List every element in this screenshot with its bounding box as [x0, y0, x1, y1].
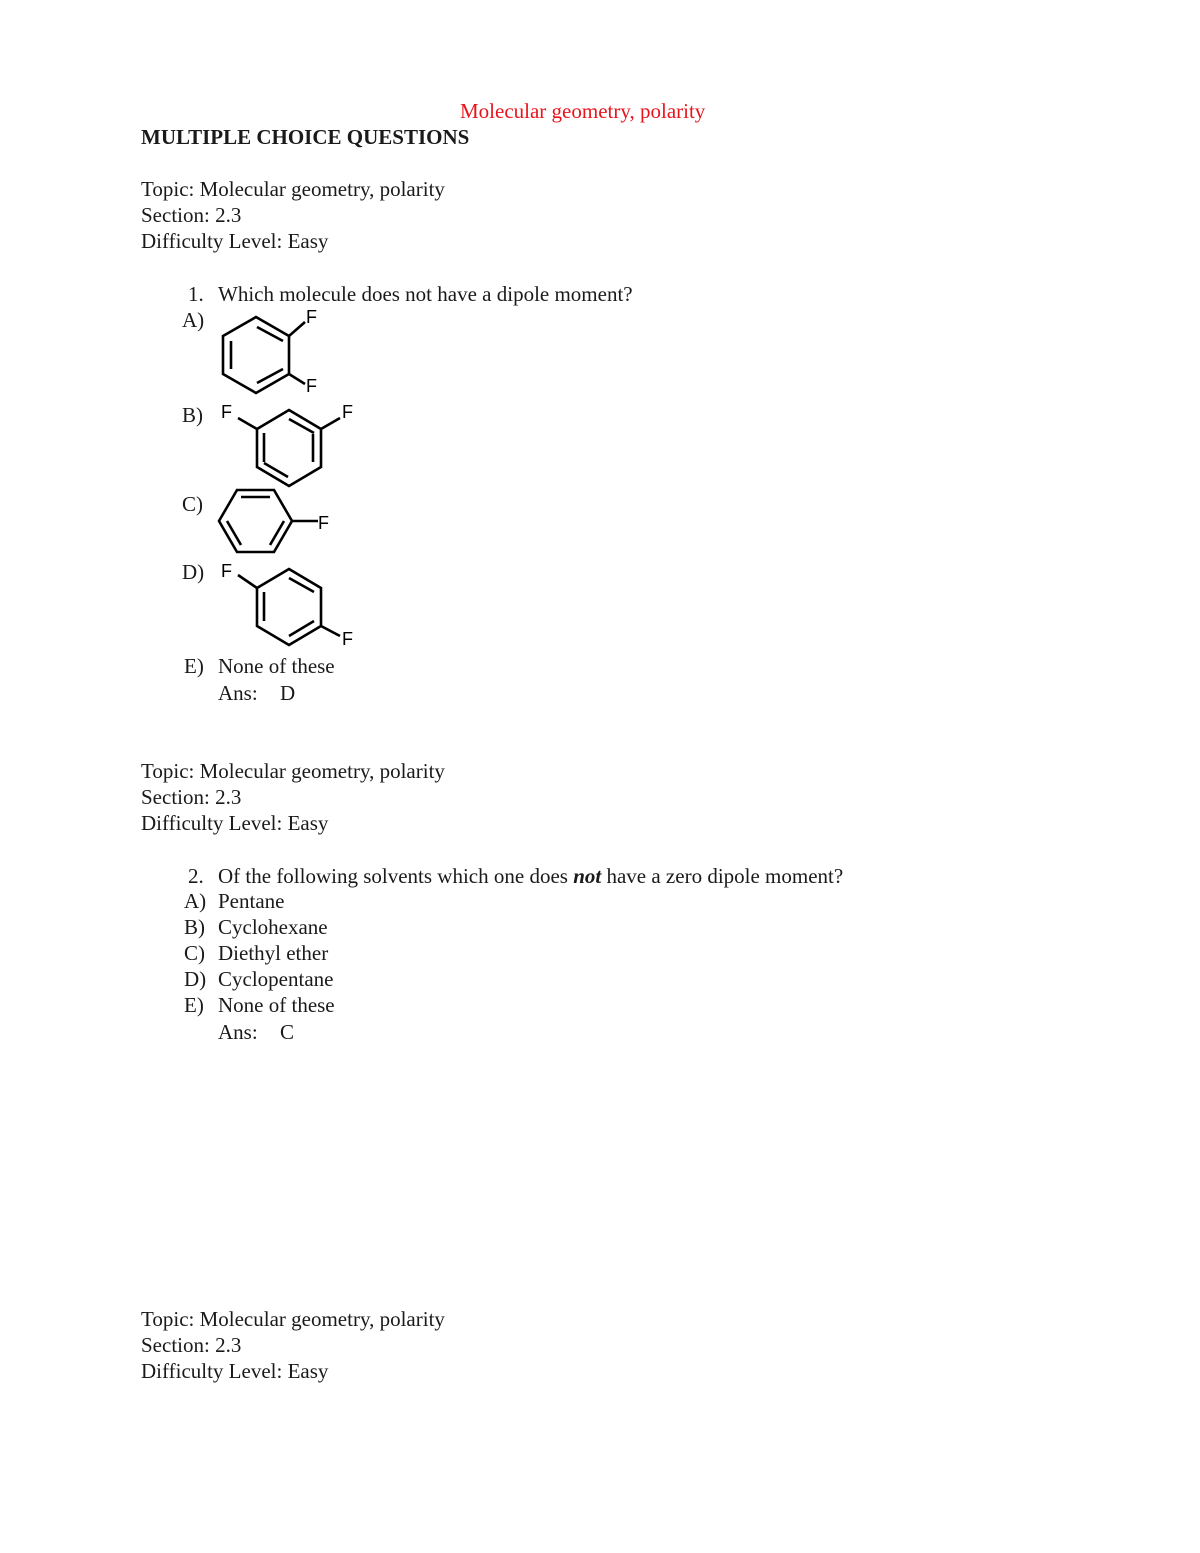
q2-option-d-text: Cyclopentane: [218, 967, 334, 991]
fluorine-label: F: [221, 561, 232, 581]
q2-option-c-text: Diethyl ether: [218, 941, 329, 965]
q1-option-d-letter: D): [182, 560, 205, 584]
q1-option-a-structure: [215, 300, 335, 400]
q2-answer: C: [280, 1020, 295, 1044]
fluorine-label: F: [306, 307, 317, 327]
q2-section: Section: 2.3: [141, 785, 242, 809]
fluorine-label: F: [306, 376, 317, 396]
fluorine-label: F: [318, 513, 329, 533]
q3-topic: Topic: Molecular geometry, polarity: [141, 1307, 445, 1331]
fluorine-label: F: [221, 402, 232, 422]
q2-topic: Topic: Molecular geometry, polarity: [141, 759, 445, 783]
q1-prompt: Which molecule does not have a dipole moment?: [218, 282, 633, 306]
q2-option-e-letter: E): [184, 993, 204, 1017]
q1-option-a-letter: A): [182, 308, 205, 332]
q2-option-b-letter: B): [184, 915, 205, 939]
q2-option-e-text: None of these: [218, 993, 335, 1017]
q1-option-b-letter: B): [182, 403, 203, 427]
q2-prompt-emphasis: not: [573, 864, 602, 888]
q2-option-b-text: Cyclohexane: [218, 915, 328, 939]
q1-option-d-structure: [215, 558, 365, 653]
q2-option-c-letter: C): [184, 941, 205, 965]
q2-option-a-text: Pentane: [218, 889, 285, 913]
q1-option-c-structure: [215, 484, 345, 559]
q1-option-e-text: None of these: [218, 654, 335, 678]
q1-answer: D: [280, 681, 296, 705]
q2-number: 2.: [188, 864, 204, 888]
section-heading: MULTIPLE CHOICE QUESTIONS: [141, 125, 470, 149]
q1-option-e-letter: E): [184, 654, 204, 678]
q2-prompt: [218, 863, 843, 889]
q1-option-b-structure: [215, 398, 365, 498]
q2-answer-label: Ans:: [218, 1020, 258, 1044]
q2-difficulty: Difficulty Level: Easy: [141, 811, 329, 835]
q2-prompt-start: Of the following solvents which one does: [218, 864, 574, 888]
fluorine-label: F: [342, 402, 353, 422]
q1-topic: Topic: Molecular geometry, polarity: [141, 177, 445, 201]
q1-difficulty: Difficulty Level: Easy: [141, 229, 329, 253]
q1-answer-label: Ans:: [218, 681, 258, 705]
fluorine-label: F: [342, 629, 353, 649]
q1-section: Section: 2.3: [141, 203, 242, 227]
q2-option-d-letter: D): [184, 967, 207, 991]
q3-section: Section: 2.3: [141, 1333, 242, 1357]
q1-number: 1.: [188, 282, 204, 306]
q2-prompt-end: have a zero dipole moment?: [601, 864, 844, 888]
chapter-title: Molecular geometry, polarity: [460, 99, 706, 123]
q2-option-a-letter: A): [184, 889, 207, 913]
q1-option-c-letter: C): [182, 492, 203, 516]
q3-difficulty: Difficulty Level: Easy: [141, 1359, 329, 1383]
